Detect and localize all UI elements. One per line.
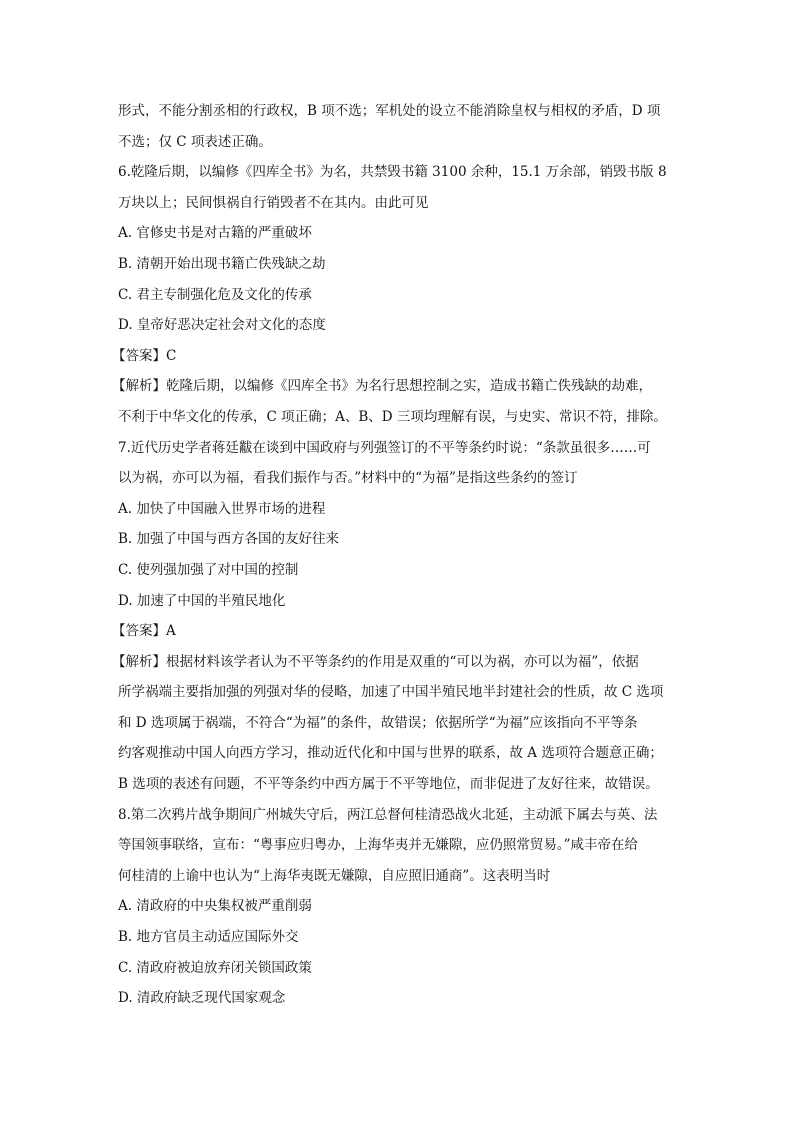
option-line: A. 加快了中国融入世界市场的进程	[118, 500, 326, 517]
question-line: 6.乾隆后期，以编修《四库全书》为名，共禁毁书籍 3100 余种，15.1 万余部，销毁书版 8	[118, 164, 667, 181]
document-body	[112, 96, 678, 1014]
question-line: 7.近代历史学者蒋廷黻在谈到中国政府与列强签订的不平等条约时说：“条款虽很多……可	[118, 439, 651, 456]
option-line: A. 官修史书是对古籍的严重破坏	[118, 225, 312, 242]
answer-line: 【答案】A	[112, 623, 176, 640]
option-line: B. 清朝开始出现书籍亡佚残缺之劫	[118, 255, 326, 272]
question-line: 8.第二次鸦片战争期间广州城失守后，两江总督何桂清恐战火北延，主动派下属去与英、法	[118, 806, 658, 823]
text-line: 以为祸，亦可以为福，看我们振作与否。”材料中的“为福”是指这些条约的签订	[118, 470, 578, 487]
text-line: 形式，不能分割丞相的行政权，B 项不选；军机处的设立不能消除皇权与相权的矛盾，D 项	[118, 103, 661, 119]
option-line: B. 加强了中国与西方各国的友好往来	[118, 531, 340, 548]
text-line: 不利于中华文化的传承，C 项正确；A、B、D 三项均理解有误，与史实、常识不符，排除。	[118, 408, 667, 425]
analysis-line: 【解析】乾隆后期，以编修《四库全书》为名行思想控制之实，造成书籍亡佚残缺的劫难，	[112, 378, 652, 395]
text-line: 约客观推动中国人向西方学习，推动近代化和中国与世界的联系，故 A 选项符合题意正确；	[118, 745, 663, 762]
option-line: D. 皇帝好恶决定社会对文化的态度	[118, 317, 326, 334]
option-line: C. 君主专制强化危及文化的传承	[118, 286, 312, 303]
text-line: 万块以上；民间惧祸自行销毁者不在其内。由此可见	[118, 194, 429, 211]
text-line: B 选项的表述有问题，不平等条约中西方属于不平等地位，而非促进了友好往来，故错误。	[118, 776, 659, 793]
option-line: A. 清政府的中央集权被严重削弱	[118, 898, 312, 915]
text-line: 所学祸端主要指加强的列强对华的侵略，加速了中国半殖民地半封建社会的性质，故 C 选项	[118, 684, 664, 701]
option-line: D. 加速了中国的半殖民地化	[118, 592, 286, 609]
text-line: 等国领事联络，宣布：“粤事应归粤办，上海华夷并无嫌隙，应仍照常贸易。”咸丰帝在给	[118, 837, 639, 854]
option-line: D. 清政府缺乏现代国家观念	[118, 990, 286, 1007]
option-line: B. 地方官员主动适应国际外交	[118, 929, 299, 946]
text-line: 不选；仅 C 项表述正确。	[118, 133, 272, 150]
text-line: 何桂清的上谕中也认为“上海华夷既无嫌隙，自应照旧通商”。这表明当时	[118, 867, 551, 884]
option-line: C. 清政府被迫放弃闭关锁国政策	[118, 959, 312, 976]
answer-line: 【答案】C	[112, 347, 177, 364]
text-line: 和 D 选项属于祸端，不符合“为福”的条件，故错误；依据所学“为福”应该指向不平等条	[118, 714, 638, 731]
analysis-line: 【解析】根据材料该学者认为不平等条约的作用是双重的“可以为祸，亦可以为福”，依据	[112, 653, 639, 670]
option-line: C. 使列强加强了对中国的控制	[118, 561, 299, 578]
